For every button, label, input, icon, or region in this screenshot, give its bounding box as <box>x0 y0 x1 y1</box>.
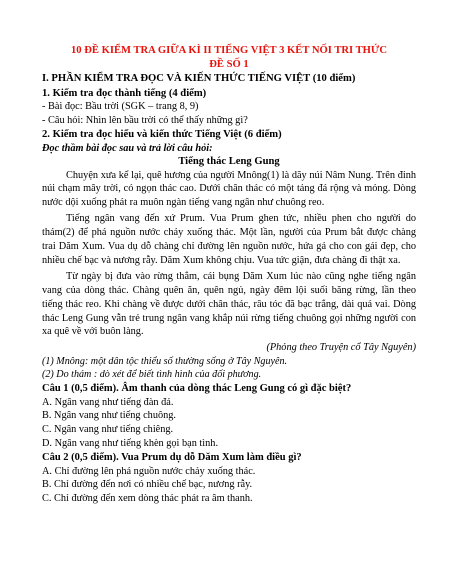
story-paragraph: Chuyện xưa kể lại, quê hương của người Mnông(1) là dãy núi Nâm Nung. Trên đỉnh núi chạm mây trời, có ngọn thác cao. Dưới chân thác có một tảng đá rộng và mỏng. Dòng nước dội xuống phát ra muôn ngàn tiếng vang ngân như chuông reo. <box>42 169 416 209</box>
footnote: (1) Mnông: một dân tộc thiểu số thường sống ở Tây Nguyên. <box>42 355 288 367</box>
story-paragraph: Tiếng ngân vang đến xứ Prum. Vua Prum ghen tức, nhiều phen cho người do thám(2) để phá nguồn nước chảy xuống thác. Một lần, người của Prum bắt được chàng trai Dăm Xum. Vua dụ dỗ chàng chỉ đường lên nguồn nước, hứa gả cho con gái đẹp, cho nhiều chế bạc và nương rẫy. Dăm Xum không chịu. Vua tức giận, đưa chàng đi thật xa. <box>42 213 416 266</box>
answer-option: C. Chỉ đường đến xem dòng thác phát ra âm thanh. <box>42 492 253 504</box>
story-paragraph: Từ ngày bị đưa vào rừng thẳm, cái bụng Dăm Xum lúc nào cũng nghe tiếng ngân vang của dòng thác. Chàng quên ăn, quên ngủ, ngày đêm lội suối băng rừng, lần theo tiếng thác reo. Khi chàng về được dưới chân thác, râu tóc đã bạc trắng, dài quá vai. Dòng thác Leng Gung vẫn trẻ trung ngân vang khắp núi rừng tiếng chuông gọi những người con xa quê về với buôn làng. <box>42 270 416 338</box>
document-subtitle: ĐỀ SỐ 1 <box>209 59 249 70</box>
story-title: Tiếng thác Leng Gung <box>178 156 280 167</box>
part1-heading: 1. Kiểm tra đọc thành tiếng (4 điểm) <box>42 87 207 99</box>
answer-option: C. Ngân vang như tiếng chiêng. <box>42 423 174 435</box>
part2-heading: 2. Kiểm tra đọc hiểu và kiến thức Tiếng Việt (6 điểm) <box>42 129 282 140</box>
answer-option: D. Ngân vang như tiếng khèn gọi bạn tình. <box>42 437 219 449</box>
section-heading: I. PHẦN KIỂM TRA ĐỌC VÀ KIẾN THỨC TIẾNG VIỆT (10 điểm) <box>42 73 356 84</box>
answer-option: B. Ngân vang như tiếng chuông. <box>42 410 176 422</box>
question-title: Câu 1 (0,5 điểm). Âm thanh của dòng thác Leng Gung có gì đặc biệt? <box>42 383 352 395</box>
footnote: (2) Do thám : dò xét để biết tình hình của đối phương. <box>42 369 262 381</box>
document-title: 10 ĐỀ KIỂM TRA GIỮA KÌ II TIẾNG VIỆT 3 KẾT NỐI TRI THỨC <box>70 45 388 56</box>
instruction: Đọc thầm bài đọc sau và trả lời câu hỏi: <box>42 142 213 154</box>
question-title: Câu 2 (0,5 điểm). Vua Prum dụ dỗ Dăm Xum làm điều gì? <box>42 452 302 464</box>
answer-option: A. Chỉ đường lên phá nguồn nước chảy xuống thác. <box>42 465 256 477</box>
question-item: - Câu hỏi: Nhìn lên bầu trời có thể thấy những gì? <box>42 114 248 126</box>
reading-item: - Bài đọc: Bầu trời (SGK – trang 8, 9) <box>42 101 199 112</box>
document-page <box>42 44 416 505</box>
story-source: (Phỏng theo Truyện cổ Tây Nguyên) <box>266 342 416 354</box>
answer-option: B. Chỉ đường đến nơi có nhiều chế bạc, nương rẫy. <box>42 479 253 491</box>
answer-option: A. Ngân vang như tiếng đàn đá. <box>42 396 174 408</box>
